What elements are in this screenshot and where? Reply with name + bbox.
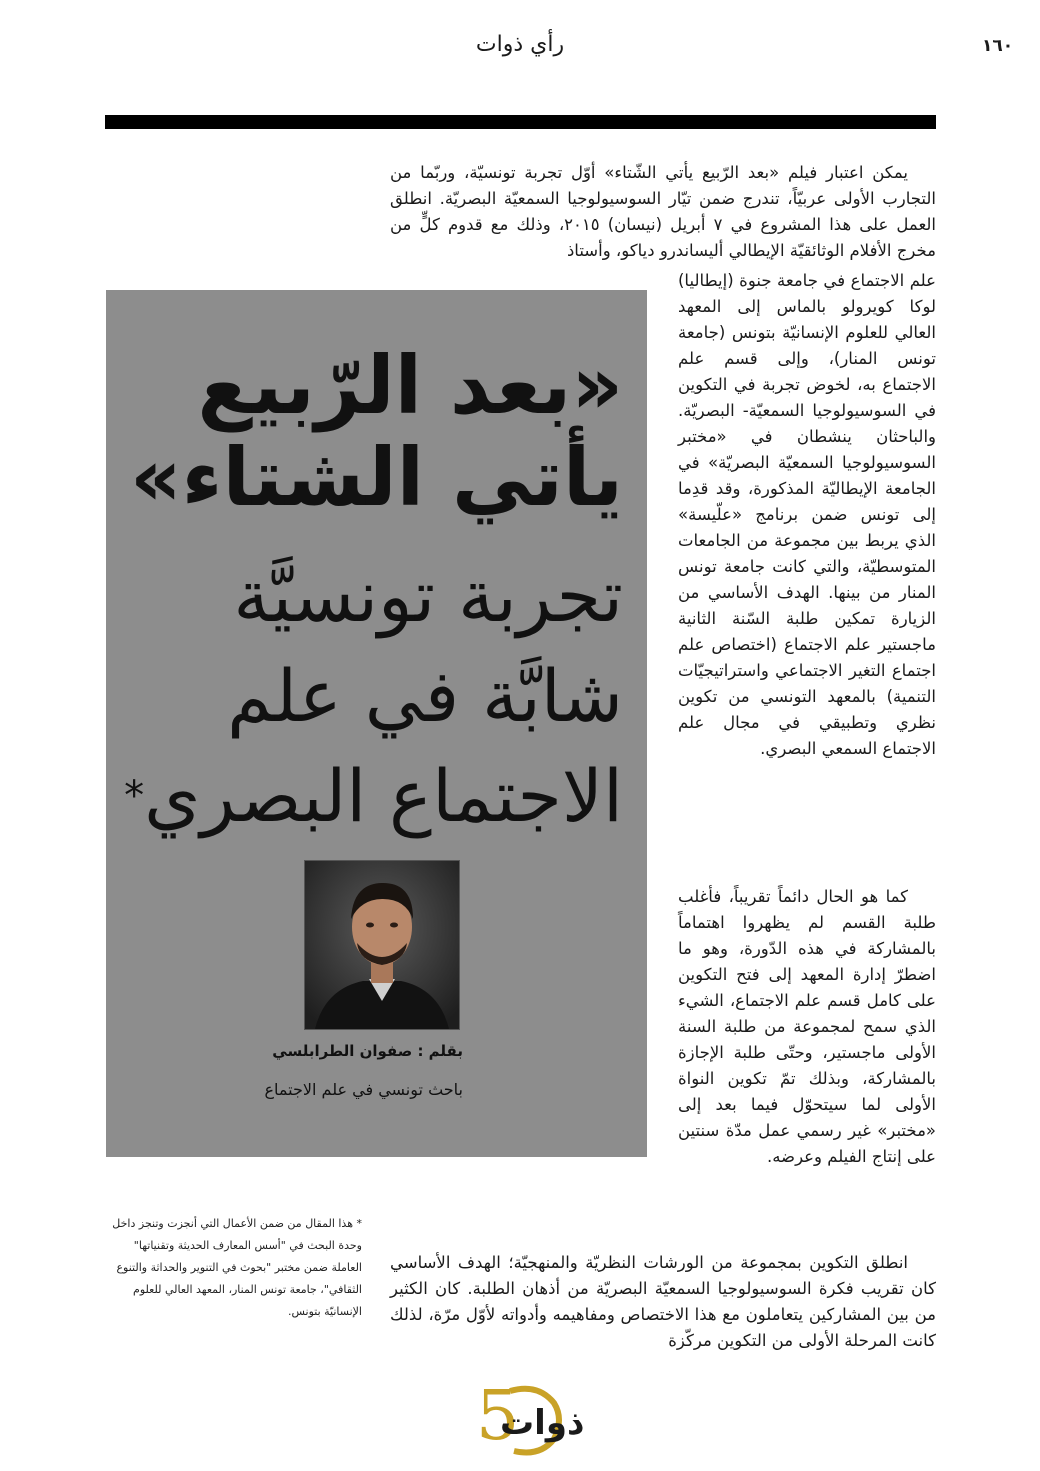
section-title: رأي ذوات [475, 32, 565, 57]
author-photo [304, 860, 460, 1030]
headline [113, 340, 623, 524]
bottom-paragraph: انطلق التكوين بمجموعة من الورشات النظريّة والمنهجيّة؛ الهدف الأساسي كان تقريب فكرة السوسيولوجيا السمعيّة البصريّة من أذهان الطلبة. كان الكثير من بين المشاركين يتعاملون مع هذا الاختصاص ومفاهيمه وأدواته لأوّل مرّة، لذلك كانت المرحلة الأولى من التكوين مركّزة [390, 1253, 936, 1350]
author-portrait-image [305, 861, 459, 1029]
subtitle-line-3-wrap [113, 746, 623, 846]
headline-line-1: «بعد الرّبيع [197, 339, 623, 432]
subtitle-line-3: الاجتماع البصري [144, 754, 623, 838]
subtitle-asterisk: * [124, 773, 145, 819]
author-description: باحث تونسي في علم الاجتماع [264, 1080, 463, 1099]
footnote: * هذا المقال من ضمن الأعمال التي أنجزت وتنجز داخل وحدة البحث في "أسس المعارف الحديثة وتقنياتها" العاملة ضمن مختبر "بحوث في التنوير والحداثة والتنوع الثقافي"، جامعة تونس المنار، المعهد العالي للعلوم الإنسانيّة بتونس. [112, 1217, 362, 1318]
headline-line-2: يأتي الشتاء» [129, 431, 623, 524]
subtitle-line-1: تجربة تونسيَّة [233, 554, 623, 638]
subtitle-line-2: شابَّة في علم [227, 654, 623, 738]
intro-paragraph: يمكن اعتبار فيلم «بعد الرّبيع يأتي الشّتاء» أوّل تجربة تونسيّة، وربّما من التجارب الأولى عربيّاً، تندرج ضمن تيّار السوسيولوجيا السمعيّة البصريّة. انطلق العمل على هذا المشروع في ٧ أبريل (نيسان) ٢٠١٥، وذلك مع قدوم كلٍّ من مخرج الأفلام الوثائقيّة الإيطالي أليساندرو دياكو، وأستاذ [390, 163, 937, 260]
top-rule [105, 115, 936, 129]
subtitle [113, 546, 623, 846]
logo-number: 5 [476, 1377, 520, 1456]
author-byline [203, 1042, 463, 1060]
title-box [106, 290, 647, 1157]
column-paragraph-1: علم الاجتماع في جامعة جنوة (إيطاليا) لوكا كويرولو بالماس إلى المعهد العالي للعلوم الإنسانيّة بتونس (جامعة تونس المنار)، وإلى قسم علم الاجتماع به، لخوض تجربة في التكوين في السوسيولوجيا السمعيّة- البصريّة. والباحثان ينشطان في «مختبر السوسيولوجيا السمعيّة البصريّة» في الجامعة الإيطاليّة المذكورة، وقد قدِما إلى تونس ضمن برنامج «علّيسة» الذي يربط بين مجموعة من الجامعات المتوسطيّة، والتي كانت جامعة تونس المنار من بينها. الهدف الأساسي من الزيارة تمكين طلبة السّنة الثانية ماجستير علم الاجتماع (اختصاص علم اجتماع التغير الاجتماعي واستراتيجيّات التنمية) بالمعهد التونسي من تكوين نظري وتطبيقي في مجال علم الاجتماع السمعي البصري. [678, 271, 936, 758]
magazine-logo [470, 1377, 610, 1457]
column-paragraph-2: كما هو الحال دائماً تقريباً، فأغلب طلبة القسم لم يظهروا اهتماماً بالمشاركة في هذه الدّورة، وهو ما اضطرّ إدارة المعهد إلى فتح التكوين على كامل قسم علم الاجتماع، الشيء الذي سمح لمجموعة من طلبة السنة الأولى ماجستير، وحتّى طلبة الإجازة بالمشاركة، وبذلك تمّ تكوين النواة الأولى لما سيتحوّل فيما بعد إلى «مختبر» غير رسمي عمل مدّة سنتين على إنتاج الفيلم وعرضه. [678, 887, 936, 1166]
author-name: صفوان الطرابلسي [272, 1042, 413, 1060]
author-label: بقلم : [417, 1042, 463, 1060]
page-number: ١٦٠ [982, 36, 1014, 56]
logo-text: ذوات [500, 1403, 585, 1443]
